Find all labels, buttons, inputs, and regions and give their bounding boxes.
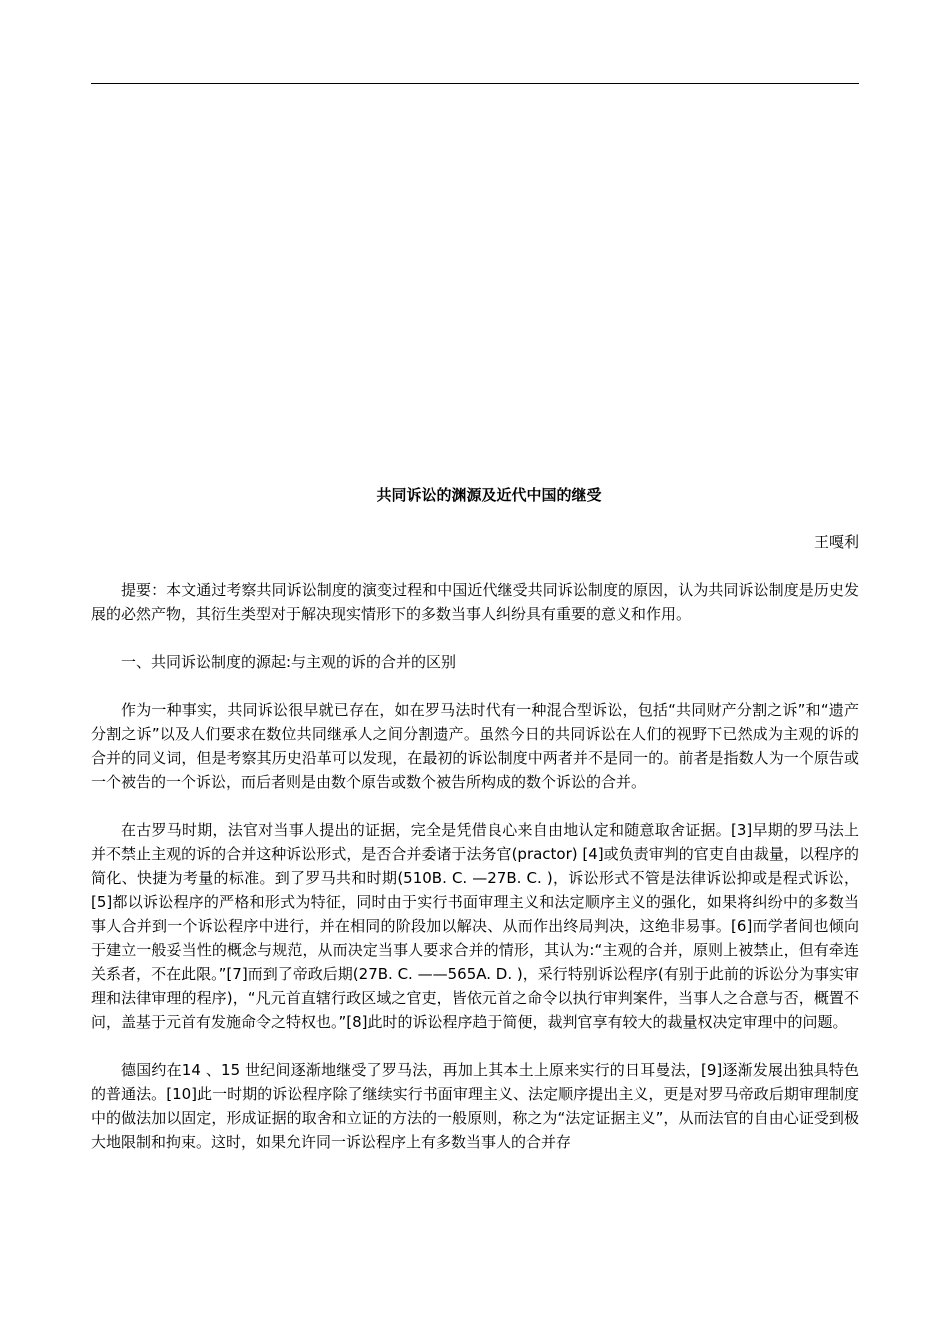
header-rule <box>91 83 859 84</box>
abstract-paragraph: 提要：本文通过考察共同诉讼制度的演变过程和中国近代继受共同诉讼制度的原因，认为共同诉讼制度是历史发展的必然产物，其衍生类型对于解决现实情形下的多数当事人纠纷具有重要的意义和作用。 <box>91 581 859 623</box>
section-heading: 一、共同诉讼制度的源起:与主观的诉的合并的区别 <box>121 653 457 671</box>
document-body <box>91 483 859 1154</box>
body-paragraph: 德国约在14 、15 世纪间逐渐地继受了罗马法，再加上其本土上原来实行的日耳曼法，[9]逐渐发展出独具特色的普通法。[10]此一时期的诉讼程序除了继续实行书面审理主义、法定顺序提出主义，更是对罗马帝政后期审理制度中的做法加以固定，形成证据的取舍和立证的方法的一般原则，称之为“法定证据主义”，从而法官的自由心证受到极大地限制和拘束。这时，如果允许同一诉讼程序上有多数当事人的合并存 <box>91 1061 859 1151</box>
body-paragraph: 作为一种事实，共同诉讼很早就已存在，如在罗马法时代有一种混合型诉讼，包括“共同财产分割之诉”和“遗产分割之诉”以及人们要求在数位共同继承人之间分割遗产。虽然今日的共同诉讼在人们的视野下已然成为主观的诉的合并的同义词，但是考察其历史沿革可以发现，在最初的诉讼制度中两者并不是同一的。前者是指数人为一个原告或一个被告的一个诉讼，而后者则是由数个原告或数个被告所构成的数个诉讼的合并。 <box>91 701 859 791</box>
document-title: 共同诉讼的渊源及近代中国的继受 <box>376 486 602 504</box>
author-name: 王嘎利 <box>813 533 859 551</box>
body-paragraph: 在古罗马时期，法官对当事人提出的证据，完全是凭借良心来自由地认定和随意取舍证据。[3]早期的罗马法上并不禁止主观的诉的合并这种诉讼形式，是否合并委诸于法务官(practor) [4]或负责审判的官吏自由裁量，以程序的简化、快捷为考量的标准。到了罗马共和时期(510B. C. —27B. C. )，诉讼形式不管是法律诉讼抑或是程式诉讼，[5]都以诉讼程序的严格和形式为特征，同时由于实行书面审理主义和法定顺序主义的强化，如果将纠纷中的多数当事人合并到一个诉讼程序中进行，并在相同的阶段加以解决、从而作出终局判决，这绝非易事。[6]而学者间也倾向于建立一般妥当性的概念与规范，从而决定当事人要求合并的情形，其认为:“主观的合并，原则上被禁止，但有牵连关系者，不在此限。”[7]而到了帝政后期(27B. C. ——565A. D. )，采行特别诉讼程序(有别于此前的诉讼分为事实审理和法律审理的程序)，“凡元首直辖行政区域之官吏，皆依元首之命令以执行审判案件，当事人之合意与否，概置不问，盖基于元首有发施命令之特权也。”[8]此时的诉讼程序趋于简便，裁判官享有较大的裁量权决定审理中的问题。 <box>91 821 859 1031</box>
